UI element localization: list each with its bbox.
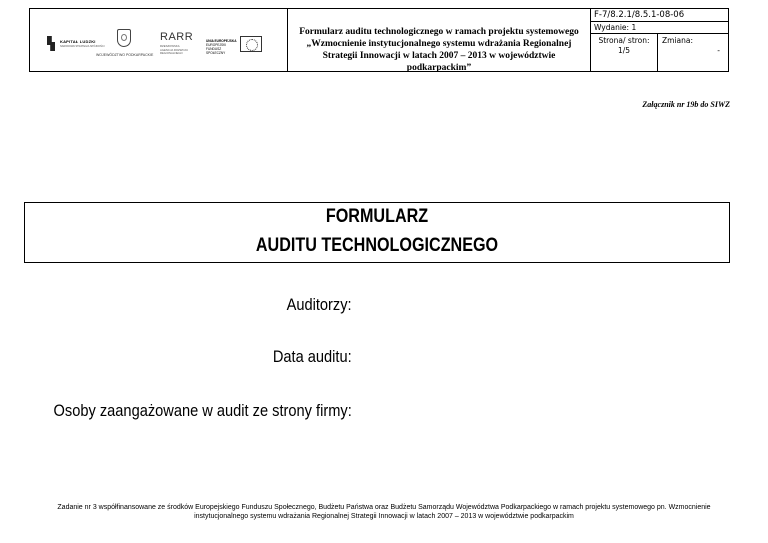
change-label: Zmiana: — [662, 36, 693, 45]
form-title-line1: FORMULARZ — [325, 206, 429, 227]
page-value: 1/5 — [617, 46, 631, 55]
annex-label: Załącznik nr 19b do SIWZ — [642, 100, 730, 109]
coat-of-arms-icon — [117, 29, 131, 47]
page-cell — [591, 34, 658, 71]
footer-line: instytucjonalnego systemu wdrażania Regionalnej Strategii Innowacji w latach 2007 – 2013 w województwie podkarpackim — [194, 513, 574, 520]
header-title-line: podkarpackim” — [406, 63, 472, 73]
footer-line: Zadanie nr 3 współfinansowane ze środków Europejskiego Funduszu Społecznego, Budżetu Państwa oraz Budżetu Samorządu Województwa Podkarpackiego w ramach projektu systemowego pn. Wzmocnienie — [57, 504, 711, 511]
ue-label — [206, 39, 240, 55]
kapital-ludzki-label: KAPITAŁ LUDZKI — [60, 39, 96, 44]
header-title-line: „Wzmocnienie instytucjonalnego systemu wdrażania Regionalnej — [306, 39, 572, 49]
form-title-line2: AUDITU TECHNOLOGICZNEGO — [255, 235, 499, 256]
auditors-label: Auditorzy: — [286, 295, 352, 314]
edition: Wydanie: 1 — [591, 22, 728, 34]
document-code: F-7/8.2.1/8.5.1-08-06 — [591, 9, 728, 22]
header-title-line: Formularz auditu technologicznego w ramach projektu systemowego — [299, 27, 579, 37]
form-title-box — [24, 202, 730, 263]
header-title-line: Strategii Innowacji w latach 2007 – 2013 w województwie — [322, 51, 556, 61]
rarr-logo: RARR — [160, 31, 194, 43]
footer-note — [20, 503, 748, 521]
change-cell — [658, 34, 728, 71]
change-value: - — [717, 46, 720, 55]
document-header — [29, 8, 729, 72]
wojewodztwo-label: WOJEWÓDZTWO PODKARPACKIE — [96, 53, 154, 57]
logo-strip — [30, 9, 288, 71]
header-title — [288, 9, 591, 71]
rarr-sublabel: RZESZOWSKA AGENCJA ROZWOJU REGIONALNEGO — [160, 44, 188, 55]
header-meta — [591, 9, 728, 71]
audit-date-label: Data auditu: — [273, 347, 352, 366]
eu-flag-icon — [240, 36, 262, 52]
kapital-ludzki-logo-icon — [47, 36, 55, 51]
ue-subtitle: EUROPEJSKI FUNDUSZ SPOŁECZNY — [206, 43, 227, 55]
ue-title: UNIA EUROPEJSKA — [206, 39, 237, 43]
page-label: Strona/ stron: — [598, 36, 650, 45]
company-persons-label: Osoby zaangażowane w audit ze strony firmy: — [53, 401, 352, 420]
kapital-ludzki-sublabel: NARODOWA STRATEGIA SPÓJNOŚCI — [60, 45, 105, 48]
